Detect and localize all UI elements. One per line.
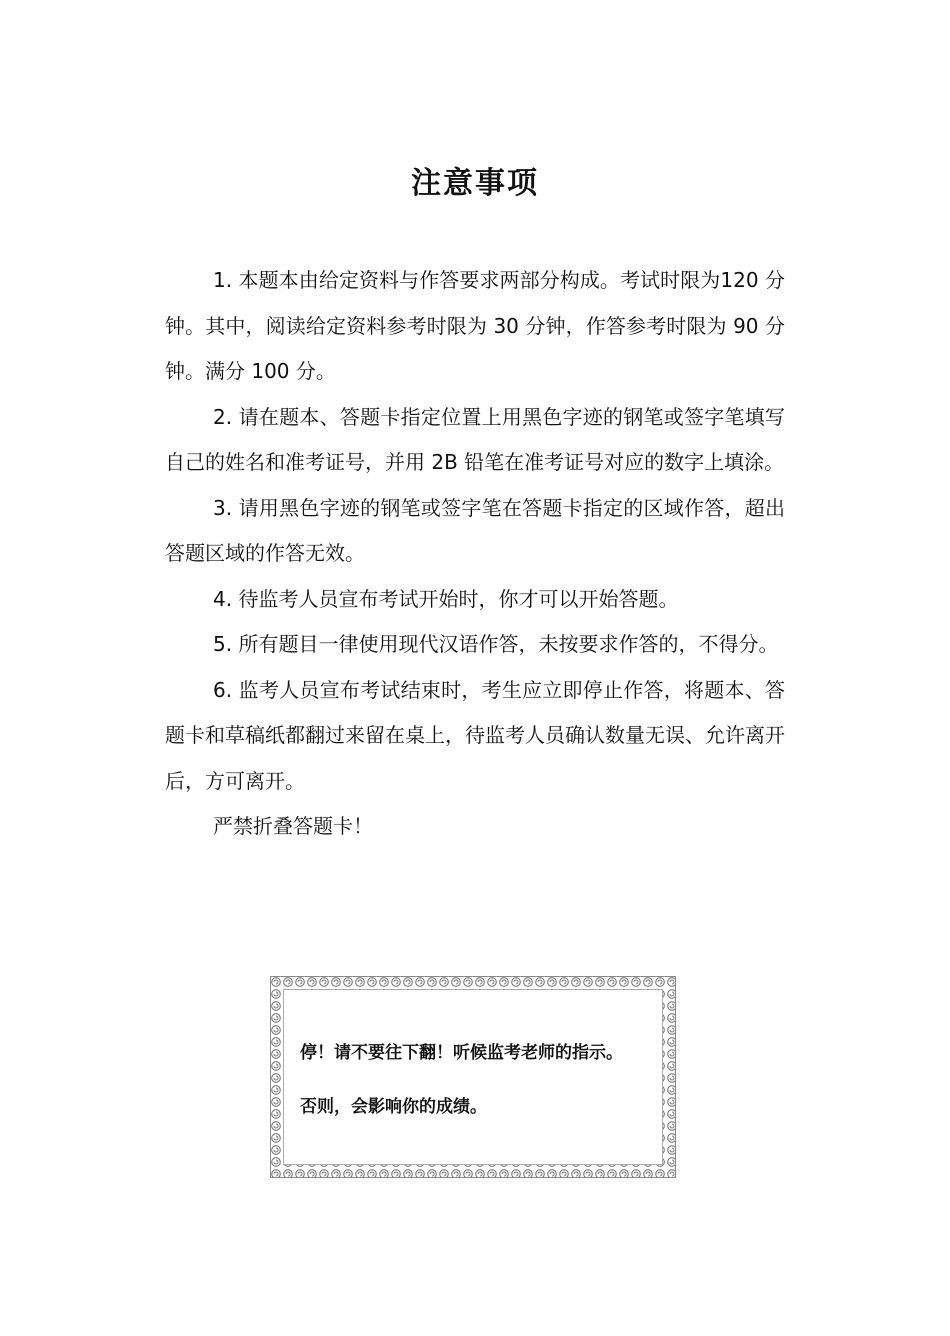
instruction-item-6: 6. 监考人员宣布考试结束时，考生应立即停止作答，将题本、答题卡和草稿纸都翻过来留在桌上，待监考人员确认数量无误、允许离开后，方可离开。 <box>165 677 785 793</box>
instruction-item-1: 1. 本题本由给定资料与作答要求两部分构成。考试时限为120 分钟。其中，阅读给定资料参考时限为 30 分钟，作答参考时限为 90 分钟。满分 100 分。 <box>165 268 785 383</box>
instruction-item-4: 4. 待监考人员宣布考试开始时，你才可以开始答题。 <box>213 586 679 611</box>
stop-instruction: 停！请不要往下翻！听候监考老师的指示。 <box>300 1043 623 1063</box>
instruction-item-2: 2. 请在题本、答题卡指定位置上用黑色字迹的钢笔或签字笔填写自己的姓名和准考证号，并用 2B 铅笔在准考证号对应的数字上填涂。 <box>165 404 785 474</box>
no-folding-warning: 严禁折叠答题卡！ <box>213 814 373 838</box>
stop-notice-box <box>270 976 676 1178</box>
instruction-item-3: 3. 请用黑色字迹的钢笔或签字笔在答题卡指定的区域作答，超出答题区域的作答无效。 <box>165 495 785 565</box>
stop-consequence: 否则，会影响你的成绩。 <box>300 1097 487 1117</box>
instruction-item-5: 5. 所有题目一律使用现代汉语作答，未按要求作答的，不得分。 <box>213 632 779 656</box>
page-title: 注意事项 <box>411 166 539 201</box>
instructions-list <box>165 258 785 850</box>
